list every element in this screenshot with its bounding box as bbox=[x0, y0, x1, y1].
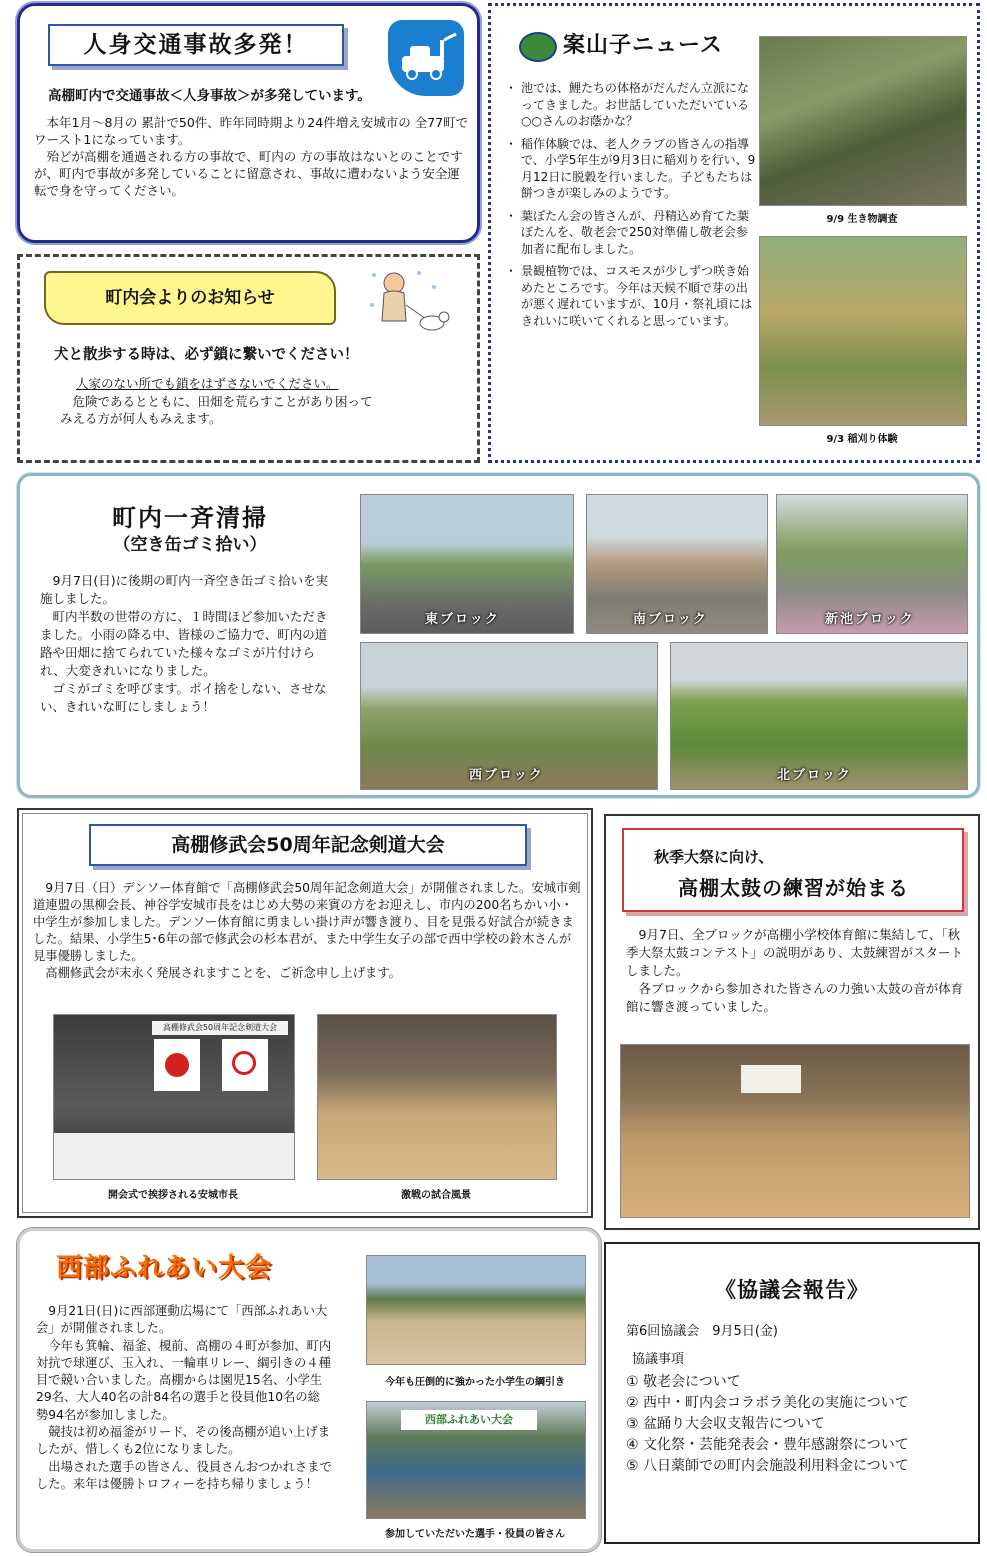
seibu-title: 西部ふれあい大会 bbox=[56, 1253, 273, 1283]
kendo-section bbox=[17, 808, 593, 1218]
rice-harvest-photo bbox=[759, 236, 967, 426]
cleanup-body: 9月7日(日)に後期の町内一斉空き缶ゴミ拾いを実施しました。 町内半数の世帯の方に、１時間ほど参加いただきました。小雨の降る中、皆様のご協力で、町内の道路や田畑に捨てられていた様々なゴミが片付けられ、大変きれいになりました。 ゴミがゴミを呼びます。ポイ捨をしない、させない、きれいな町にしましょう！ bbox=[40, 573, 329, 714]
kendo-title: 高棚修武会50周年記念剣道大会 bbox=[89, 824, 527, 866]
taiko-body: 9月7日、全ブロックが高棚小学校体育館に集結して、「秋季大祭太鼓コンテスト」の説明があり、太鼓練習がスタートしました。 各ブロックから参加された皆さんの力強い太鼓の音が体育館に響き渡っていました。 bbox=[626, 927, 964, 1014]
emblem-icon bbox=[519, 32, 557, 62]
notice-title: 町内会よりのお知らせ bbox=[105, 288, 275, 308]
cleanup-title: 町内一斉清掃 bbox=[112, 504, 268, 532]
ceremony-banner: 高棚修武会50周年記念剣道大会 bbox=[152, 1021, 288, 1035]
taiko-title-line1: 秋季大祭に向け、 bbox=[654, 848, 774, 866]
block-label: 北ブロック bbox=[777, 768, 852, 783]
seibu-body: 9月21日(日)に西部運動広場にて「西部ふれあい大会」が開催されました。 今年も箕輪、福釜、榎前、高棚の４町が参加、町内対抗で球運び、玉入れ、一輪車リレー、綱引きの４種目で競い合いました。高棚からは園児15名、小学生29名、大人40名の計84名の選手と役員他10名の総勢94名が参加しました。 競技は初め福釜がリード、その後高棚が追い上げましたが、惜しくも2位になりました。 出場された選手の皆さん、役員さんおつかれさまでした。来年は優勝トロフィーを持ち帰りましょう！ bbox=[36, 1304, 332, 1491]
photo-caption: 激戦の試合風景 bbox=[401, 1190, 471, 1201]
taiko-section bbox=[604, 814, 980, 1230]
notice-line1: 人家のない所でも鎖をはずさないでください。 bbox=[76, 376, 339, 391]
list-item: ・ 池では、鯉たちの体格がだんだん立派になってきました。お世話していただいている○○さんのお蔭かな？ bbox=[521, 80, 757, 130]
seibu-banner: 西部ふれあい大会 bbox=[401, 1410, 537, 1430]
block-label: 西ブロック bbox=[469, 768, 544, 783]
council-heading: 協議事項 bbox=[632, 1352, 685, 1367]
agenda-item: ③ 盆踊り大会収支報告について bbox=[626, 1416, 825, 1432]
agenda-item: ⑤ 八日薬師での町内会施設利用料金について bbox=[626, 1458, 909, 1474]
taiko-title-line2: 高棚太鼓の練習が始まる bbox=[678, 876, 909, 900]
photo-caption: 参加していただいた選手・役員の皆さん bbox=[385, 1529, 565, 1540]
cleanup-section bbox=[17, 473, 980, 798]
kendo-body: 9月7日（日）デンソー体育館で「高棚修武会50周年記念剣道大会」が開催されました。安城市剣道連盟の黒柳会長、神谷学安城市長をはじめ大勢の来賓の方をお迎えし、市内の200名ちかい小・中学生が参加しました。デンソー体育館に勇ましい掛け声が響き渡り、目を見張る好試合が続きました。結果、小学生5･6年の部で修武会の杉本君が、また中学生女子の部で西中学校の鈴木さんが見事優勝しました。 高棚修武会が末永く発展されますことを、ご祈念申し上げます。 bbox=[33, 881, 581, 980]
council-title: 《協議会報告》 bbox=[715, 1278, 869, 1302]
seibu-section bbox=[17, 1228, 601, 1552]
cleanup-subtitle: （空き缶ゴミ拾い） bbox=[113, 535, 267, 555]
match-photo bbox=[317, 1014, 557, 1180]
creature-survey-photo bbox=[759, 36, 967, 206]
kakashi-list bbox=[507, 80, 757, 335]
notice-headline: 犬と散歩する時は、必ず鎖に繋いでください！ bbox=[54, 347, 359, 363]
dog-walk-icon bbox=[364, 265, 454, 341]
south-block-photo bbox=[586, 494, 768, 634]
notice-section bbox=[17, 254, 480, 463]
agenda-item: ② 西中・町内会コラボラ美化の実施について bbox=[626, 1395, 909, 1411]
traffic-lead: 高棚町内で交通事故＜人身事故＞が多発しています。 bbox=[48, 88, 371, 104]
east-block-photo bbox=[360, 494, 574, 634]
photo-caption: 今年も圧倒的に強かった小学生の綱引き bbox=[385, 1377, 565, 1388]
list-item: ・ 葉ぼたん会の皆さんが、丹精込め育てた葉ぼたんを、敬老会で250対準備し敬老会参加者に配布しました。 bbox=[521, 208, 757, 258]
photo-caption: 開会式で挨拶される安城市長 bbox=[108, 1190, 238, 1201]
opening-ceremony-photo bbox=[53, 1014, 295, 1180]
block-label: 新池ブロック bbox=[825, 612, 915, 627]
scroll-banner bbox=[44, 271, 336, 325]
agenda-item: ① 敬老会について bbox=[626, 1374, 741, 1390]
photo-caption: 9/9 生き物調査 bbox=[826, 214, 898, 225]
block-label: 東ブロック bbox=[425, 612, 500, 627]
list-item: ・ 稲作体験では、老人クラブの皆さんの指導で、小学5年生が9月3日に稲刈りを行い、9月12日に脱穀を行いました。子どもたちは餅つきが楽しみのようです。 bbox=[521, 136, 757, 202]
traffic-body: 本年1月～8月の 累計で50件、昨年同時期より24件増え安城市の 全77町でワースト1になっています。 殆どが高棚を通過される方の事故で、町内の 方の事故はないとのことですが、町内で事故が多発していることに留意され、事故に遭わないよう安全運転で身を守ってください。 bbox=[34, 115, 469, 198]
council-section bbox=[604, 1242, 980, 1544]
north-block-photo bbox=[670, 642, 968, 790]
taiko-practice-photo bbox=[620, 1044, 970, 1218]
west-block-photo bbox=[360, 642, 658, 790]
notice-body: 危険であるとともに、田畑を荒らすことがあり困って みえる方が何人もみえます。 bbox=[60, 394, 373, 426]
participants-photo bbox=[366, 1401, 586, 1519]
list-item: ・ 景観植物では、コスモスが少しずつ咲き始めたところです。今年は天候不順で芽の出が悪く遅れていますが、10月・祭礼頃にはきれいに咲いてくれると思っています。 bbox=[521, 263, 757, 329]
city-emblem-icon bbox=[222, 1039, 268, 1091]
photo-caption: 9/3 稲刈り体験 bbox=[826, 434, 898, 445]
tug-of-war-photo bbox=[366, 1255, 586, 1365]
council-meeting: 第6回協議会 9月5日(金) bbox=[626, 1324, 778, 1339]
traffic-title: 人身交通事故多発！ bbox=[48, 24, 344, 66]
kakashi-title: 案山子ニュース bbox=[563, 33, 723, 58]
traffic-section bbox=[17, 3, 480, 243]
block-label: 南ブロック bbox=[633, 612, 708, 627]
taiko-title-box bbox=[622, 828, 964, 912]
shinike-block-photo bbox=[776, 494, 968, 634]
council-agenda-list bbox=[626, 1372, 976, 1477]
flag-icon bbox=[154, 1039, 200, 1091]
agenda-item: ④ 文化祭・芸能発表会・豊年感謝祭について bbox=[626, 1437, 909, 1453]
kakashi-section bbox=[488, 3, 980, 463]
police-car-icon bbox=[388, 20, 464, 96]
